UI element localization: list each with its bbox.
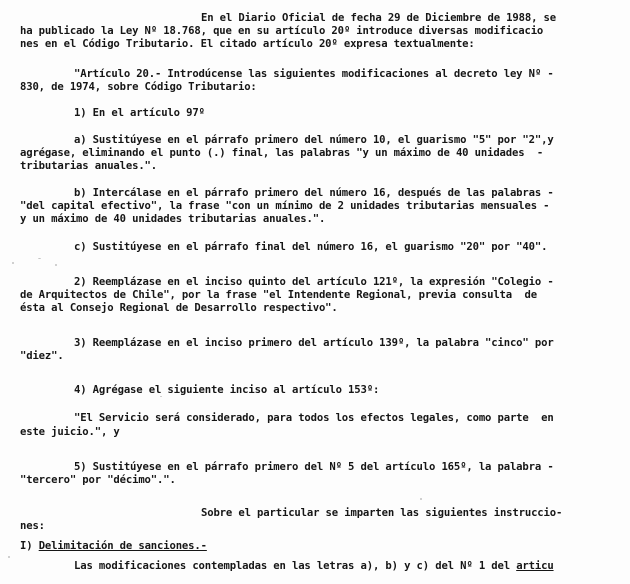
- item-1b-line-1: b) Intercálase en el párrafo primero del número 16, después de las palabras -: [74, 187, 554, 199]
- intro-line-3: nes en el Código Tributario. El citado artículo 20º expresa textualmente:: [20, 38, 475, 50]
- item-3-line-1: 3) Reemplázase en el inciso primero del artículo 139º, la palabra "cinco" por: [74, 337, 554, 349]
- item-5-line-1: 5) Sustitúyese en el párrafo primero del Nº 5 del artículo 165º, la palabra -: [74, 461, 554, 473]
- quote-line-2: 830, de 1974, sobre Código Tributario:: [20, 81, 257, 93]
- quote-line-1: "Artículo 20.- Introdúcense las siguientes modificaciones al decreto ley Nº -: [74, 68, 554, 80]
- last-line: [74, 560, 554, 572]
- scan-speck: [160, 396, 162, 397]
- scan-speck: [8, 556, 10, 558]
- scan-speck: [38, 258, 41, 259]
- closing-line-1: Sobre el particular se imparten las siguientes instruccio-: [201, 507, 563, 519]
- item-2-line-3: ésta al Consejo Regional de Desarrollo respectivo".: [20, 302, 338, 314]
- item-3-line-2: "diez".: [20, 350, 64, 362]
- item-1c-line: c) Sustitúyese en el párrafo final del número 16, el guarismo "20" por "40".: [74, 241, 548, 253]
- item-2-line-1: 2) Reemplázase en el inciso quinto del artículo 121º, la expresión "Colegio -: [74, 276, 554, 288]
- item-1-title: 1) En el artículo 97º: [74, 107, 205, 119]
- item-4-quote-line-1: "El Servicio será considerado, para todos los efectos legales, como parte en: [74, 412, 554, 424]
- closing-line-2: nes:: [20, 520, 45, 532]
- intro-line-2: ha publicado la Ley Nº 18.768, que en su artículo 20º introduce diversas modificacio: [20, 25, 544, 37]
- item-1a-line-2: agrégase, eliminando el punto (.) final, las palabras "y un máximo de 40 unidades -: [20, 147, 544, 159]
- last-line-text: Las modificaciones contempladas en las letras a), b) y c) del Nº 1 del: [74, 560, 517, 572]
- section-1-number: I): [20, 540, 39, 552]
- item-1a-line-3: tributarias anuales.".: [20, 160, 158, 172]
- last-line-underlined-fragment: articu: [516, 560, 554, 572]
- scan-speck: [55, 264, 57, 266]
- section-1-title: Delimitación de sanciones.-: [38, 540, 207, 552]
- scan-speck: [420, 498, 422, 500]
- item-4-quote-line-2: este juicio.", y: [20, 426, 120, 438]
- item-1b-line-3: y un máximo de 40 unidades tributarias anuales.".: [20, 213, 326, 225]
- item-5-line-2: "tercero" por "décimo".".: [20, 474, 176, 486]
- item-2-line-2: de Arquitectos de Chile", por la frase "el Intendente Regional, previa consulta de: [20, 289, 537, 301]
- item-1b-line-2: "del capital efectivo", la frase "con un mínimo de 2 unidades tributarias mensuales -: [20, 200, 550, 212]
- section-1-heading: [20, 540, 207, 552]
- intro-line-1: En el Diario Oficial de fecha 29 de Diciembre de 1988, se: [201, 12, 556, 24]
- item-4-title: 4) Agrégase el siguiente inciso al artículo 153º:: [74, 384, 380, 396]
- item-1a-line-1: a) Sustitúyese en el párrafo primero del número 10, el guarismo "5" por "2",y: [74, 134, 554, 146]
- scan-speck: [12, 262, 14, 264]
